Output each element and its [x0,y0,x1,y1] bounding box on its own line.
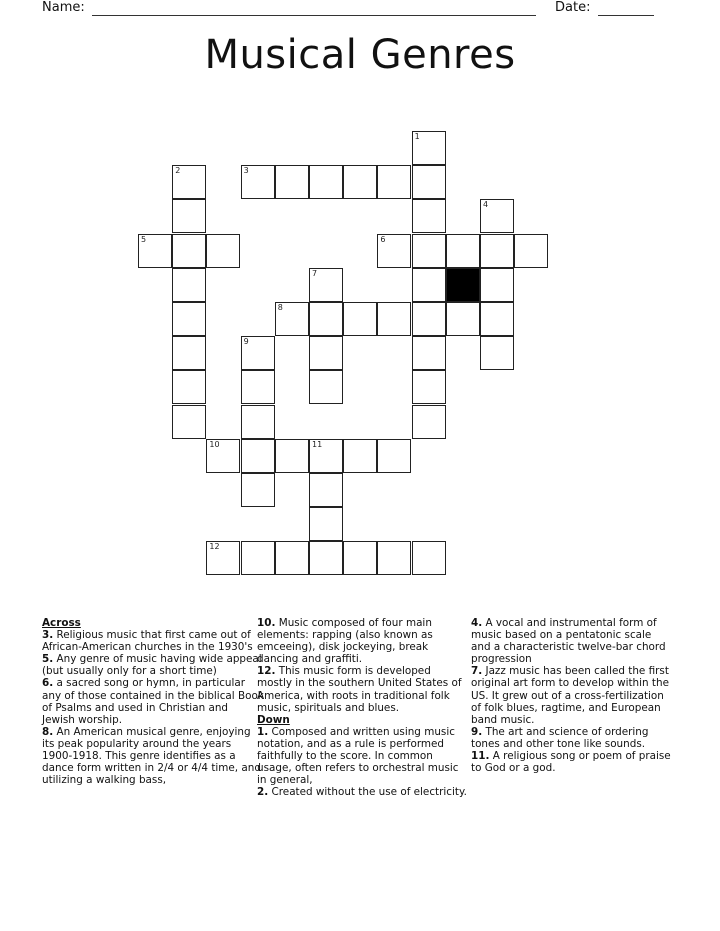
grid-cell[interactable] [172,405,206,439]
grid-cell[interactable] [275,165,309,199]
grid-cell[interactable] [343,541,377,575]
grid-cell[interactable] [412,405,446,439]
clue-number: 12 [209,542,220,552]
clue-number: 1 [414,132,420,141]
clue-number: 3 [243,166,249,176]
grid-cell[interactable] [412,370,446,404]
clue-number: 2 [175,166,181,176]
grid-cell[interactable] [377,541,411,575]
grid-cell[interactable] [343,302,377,336]
clue-across-8: 8. An American musical genre, enjoying its peak popularity around the years 1900-1918. This genre identifies as a dance form written in 2/4 or 4/4 time, and utilizing a walking bass, [42,725,261,787]
grid-cell[interactable] [309,541,343,575]
black-cell [446,268,480,302]
grid-cell[interactable] [480,336,514,370]
grid-cell[interactable] [343,439,377,473]
grid-cell[interactable] [309,336,343,370]
clue-down-11: 11. A religious song or poem of praise to God or a god. [471,750,671,775]
clue-number: 9 [243,337,249,347]
grid-cell[interactable] [275,439,309,473]
grid-cell[interactable] [241,473,275,507]
grid-cell[interactable] [412,234,446,268]
clue-number: 6 [380,234,386,244]
grid-cell[interactable] [241,336,275,370]
grid-cell[interactable] [241,165,275,199]
grid-cell[interactable] [172,234,206,268]
grid-cell[interactable] [172,370,206,404]
grid-cell[interactable] [172,165,206,199]
clue-number: 4 [483,200,489,210]
grid-cell[interactable] [309,370,343,404]
grid-cell[interactable] [309,507,343,541]
grid-cell[interactable] [480,199,514,233]
clue-down-2: 2. Created without the use of electricity. [257,786,467,799]
grid-cell[interactable] [241,405,275,439]
grid-cell[interactable] [446,302,480,336]
grid-cell[interactable] [309,165,343,199]
grid-cell[interactable] [412,199,446,233]
grid-cell[interactable] [377,234,411,268]
grid-cell[interactable] [275,541,309,575]
clue-across-5: 5. Any genre of music having wide appeal (but usually only for a short time) [42,653,262,678]
clue-number: 7 [312,268,318,278]
grid-cell[interactable] [480,302,514,336]
page-title: Musical Genres [204,32,516,78]
grid-cell[interactable] [446,234,480,268]
grid-cell[interactable] [309,439,343,473]
clue-down-4: 4. A vocal and instrumental form of music based on a pentatonic scale and a characteristic twelve-bar chord progression [471,617,666,666]
grid-cell[interactable] [412,541,446,575]
grid-cell[interactable] [412,165,446,199]
clue-column-1 [42,617,264,786]
clue-down-1: 1. Composed and written using music notation, and as a rule is performed faithfully to the score. In common usage, often refers to orchestral music in general, [257,725,459,787]
grid-cell[interactable] [412,302,446,336]
clue-number: 5 [141,234,147,244]
grid-cell[interactable] [206,439,240,473]
grid-cell[interactable] [377,165,411,199]
name-label: Name: [42,0,85,15]
clue-across-3: 3. Religious music that first came out of African-American churches in the 1930's [42,629,253,654]
grid-cell[interactable] [138,234,172,268]
across-heading: Across [42,617,81,629]
grid-cell[interactable] [206,234,240,268]
grid-cell[interactable] [309,473,343,507]
grid-cell[interactable] [241,439,275,473]
date-label: Date: [555,0,591,15]
grid-cell[interactable] [172,302,206,336]
grid-cell[interactable] [309,302,343,336]
grid-cell[interactable] [412,131,446,165]
clue-column-3 [471,617,673,774]
clue-number: 10 [209,439,220,449]
clue-down-9: 9. The art and science of ordering tones and other tone like sounds. [471,725,649,750]
grid-cell[interactable] [480,234,514,268]
grid-cell[interactable] [309,268,343,302]
clue-number: 8 [277,303,283,312]
grid-cell[interactable] [480,268,514,302]
grid-cell[interactable] [172,199,206,233]
clue-column-2 [257,617,469,798]
clue-across-10: 10. Music composed of four main elements: rapping (also known as emceeing), disk jockeying, break dancing and graffiti. [257,617,433,666]
clue-down-7: 7. Jazz music has been called the first original art form to develop within the US. It grew out of a cross-fertilization of folk blues, ragtime, and European band music. [471,665,669,726]
clue-number: 11 [312,439,323,449]
grid-cell[interactable] [412,268,446,302]
grid-cell[interactable] [343,165,377,199]
down-heading: Down [257,713,290,726]
clue-across-6: 6. a sacred song or hymn, in particular any of those contained in the biblical Book of Psalms and used in Christian and Jewish worship. [42,677,264,726]
grid-cell[interactable] [514,234,548,268]
grid-cell[interactable] [241,541,275,575]
grid-cell[interactable] [377,302,411,336]
grid-cell[interactable] [206,541,240,575]
grid-cell[interactable] [241,370,275,404]
clue-across-12: 12. This music form is developed mostly in the southern United States of America, with roots in traditional folk music, spirituals and blues. [257,665,462,714]
grid-cell[interactable] [172,268,206,302]
grid-cell[interactable] [377,439,411,473]
grid-cell[interactable] [172,336,206,370]
grid-cell[interactable] [412,336,446,370]
grid-cell[interactable] [275,302,309,336]
